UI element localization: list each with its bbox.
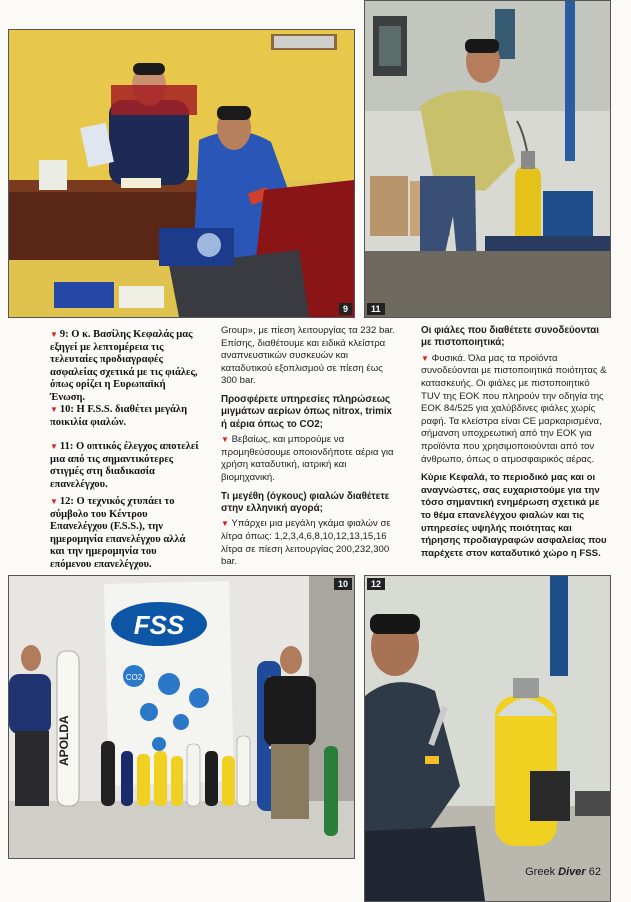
caption-text: Ο τεχνικός χτυπάει το σύμβολο του Κέντρου Επανελέγχου (F.S.S.), την ημερομηνία επανελέγχου αλλά και την ημερομηνία του επόμενου επανελέγχου. [50, 496, 186, 570]
caption-number: 10: [59, 404, 74, 415]
caption-9 [50, 329, 200, 404]
photo-cylinder-variety [8, 575, 355, 859]
page-number: 62 [588, 866, 601, 878]
magazine-name-diver: Diver [558, 866, 586, 878]
caption-number: 12: [59, 496, 74, 507]
caption-11 [50, 441, 200, 491]
article-middle-column [221, 325, 399, 575]
closing-paragraph: Κύριε Κεφαλά, το περιοδικό μας και οι αναγνώστες, σας ευχαριστούμε για την τόσο σημαντική ενημέρωση σχετικά με το θέμα επανελέγχου φιαλών και τις υπηρεσίες υψηλής ποιότητας και τήρησης προδιαγραφών ασφαλείας που παρέχετε στον καταδυτικό χώρο η FSS. [421, 472, 607, 559]
magazine-name-greek: Greek [525, 866, 556, 878]
co2-bubble-label: CO2 [125, 673, 143, 682]
fss-banner-logo: FSS [133, 610, 185, 640]
question-cylinder-sizes: Τι μεγέθη (όγκους) φιαλών διαθέτετε στην ελληνική αγορά; [221, 490, 390, 514]
photo-visual-inspection [364, 0, 611, 318]
triangle-bullet-icon: ▼ [50, 442, 58, 451]
paragraph-intro: Group», με πίεση λειτουργίας τα 232 bar. Επίσης, διαθέτουμε και ειδικά κλείστρα αναπνευστικών συσκευών και καταδυτικού εξοπλισμού σε πίεση έως 300 bar. [221, 325, 395, 387]
triangle-bullet-icon: ▼ [221, 519, 229, 529]
triangle-bullet-icon: ▼ [421, 353, 429, 363]
photo-number: 11 [367, 303, 385, 315]
triangle-bullet-icon: ▼ [50, 405, 58, 414]
caption-text: Ο κ. Βασίλης Κεφαλάς μας εξηγεί με λεπτομέρεια τις τελευταίες προδιαγραφές ασφαλείας σχετικά με τις φιάλες, όπως ορίζει η Ευρωπαϊκή Ένωση. [50, 329, 198, 403]
photo-number: 9 [339, 303, 352, 315]
triangle-bullet-icon: ▼ [50, 497, 58, 506]
caption-text: Η F.S.S. διαθέτει μεγάλη ποικιλία φιαλών. [50, 404, 188, 428]
caption-number: 11: [59, 441, 74, 452]
question-certificates: Οι φιάλες που διαθέτετε συνοδεύονται με πιστοποιητικά; [421, 325, 599, 349]
photo-number: 12 [367, 578, 385, 590]
article-right-column [421, 325, 609, 566]
apolda-tank-label: APOLDA [57, 715, 71, 766]
photo-stamping-cylinder [364, 575, 611, 902]
question-gas-mixes: Προσφέρετε υπηρεσίες πληρώσεως μιγμάτων αερίων όπως nitrox, trimix ή αέρια όπως το CO2; [221, 393, 392, 430]
caption-number: 9: [59, 329, 69, 340]
page-footer [525, 866, 601, 878]
caption-text: Ο οπτικός έλεγχος αποτελεί μια από τις σημαντικότερες στιγμές στη διαδικασία επανελέγχου. [50, 441, 199, 490]
answer-certificates: Φυσικά. Όλα μας τα προϊόντα συνοδεύονται με πιστοποιητικά ποιότητας & κατασκευής. Οι φιάλες με πιστοποιητικό TUV της ΕΟΚ που πληρούν την οδηγία της ΕΟΚ 84/525 για χαλύβδινες φιάλες χωρίς ραφή. Τα κλείστρα είναι CE μαρκαρισμένα, σήμανση υποχρεωτική από την ΕΟΚ για προϊόντα που χρησιμοποιούνται από τον άνθρωπο, όπως ο ατμοσφαιρικός αέρας. [421, 352, 607, 465]
triangle-bullet-icon: ▼ [221, 435, 229, 445]
answer-gas-mixes: Βεβαίως, και μπορούμε να προμηθεύσουμε οποιονδήποτε αέρια για χρήση καταδυτική, ιατρική και βιομηχανική. [221, 434, 394, 483]
answer-cylinder-sizes: Υπάρχει μια μεγάλη γκάμα φιαλών σε λίτρα όπως: 1,2,3,4,6,8,10,12,13,15,16 λίτρα σε πίεση λειτουργίας 200,232,300 bar. [221, 518, 391, 568]
caption-10 [50, 404, 200, 429]
photo-number: 10 [334, 578, 352, 590]
triangle-bullet-icon: ▼ [50, 330, 58, 339]
caption-12 [50, 496, 200, 571]
photo-office [8, 29, 355, 318]
